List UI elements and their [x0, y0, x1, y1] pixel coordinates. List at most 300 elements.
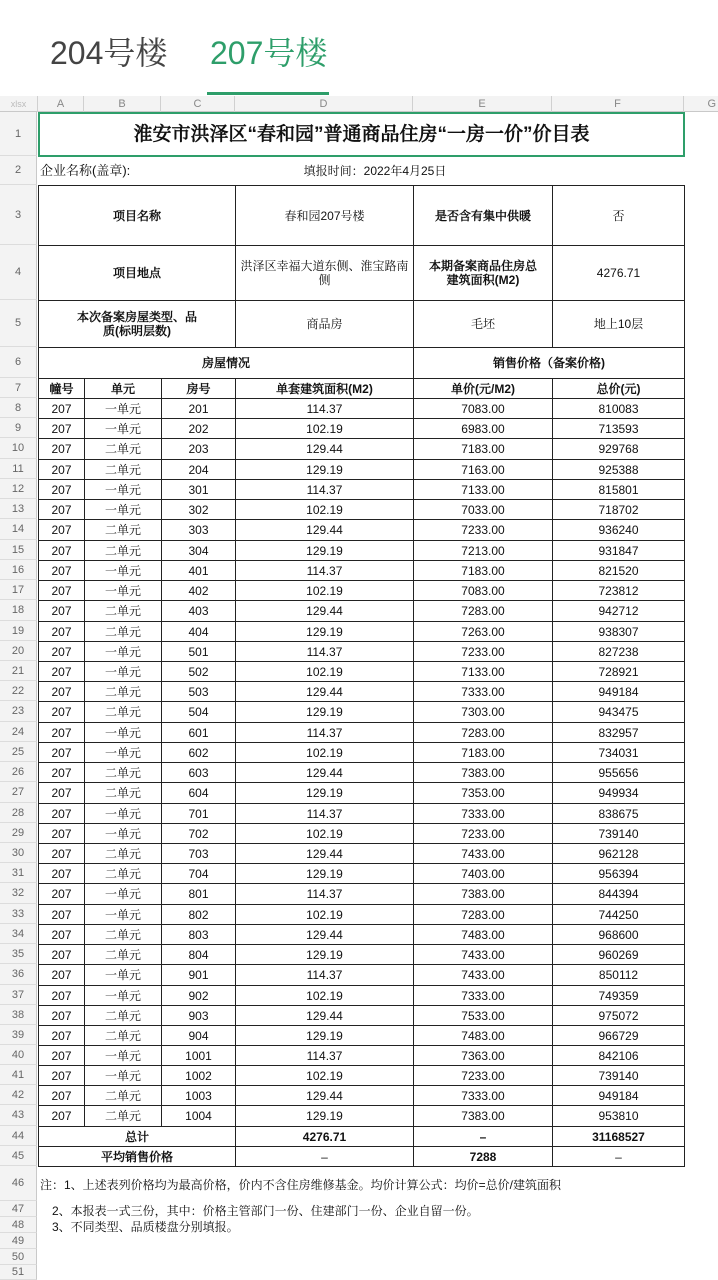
table-cell[interactable]: 1004	[161, 1105, 236, 1127]
table-cell[interactable]: 739140	[552, 1065, 685, 1086]
row-header[interactable]: 39	[0, 1025, 37, 1045]
row-header[interactable]: 27	[0, 782, 37, 803]
table-cell[interactable]: 7483.00	[413, 1025, 553, 1046]
table-cell[interactable]: 一单元	[84, 823, 162, 844]
table-cell[interactable]: 114.37	[235, 803, 414, 824]
table-cell[interactable]: 1003	[161, 1085, 236, 1106]
table-cell[interactable]: 821520	[552, 560, 685, 581]
table-cell[interactable]: 7333.00	[413, 1085, 553, 1106]
table-cell[interactable]: 207	[38, 621, 85, 642]
table-cell[interactable]: 201	[161, 398, 236, 419]
table-cell[interactable]: 102.19	[235, 580, 414, 601]
row-header[interactable]: 33	[0, 904, 37, 924]
table-cell[interactable]: 二单元	[84, 701, 162, 723]
table-cell[interactable]: 810083	[552, 398, 685, 419]
table-cell[interactable]: 129.44	[235, 1085, 414, 1106]
row-header[interactable]: 40	[0, 1045, 37, 1065]
table-cell[interactable]: 7353.00	[413, 782, 553, 804]
table-cell[interactable]: 一单元	[84, 580, 162, 601]
table-cell[interactable]: 114.37	[235, 964, 414, 986]
row-header[interactable]: 50	[0, 1249, 37, 1265]
table-cell[interactable]: 129.19	[235, 944, 414, 965]
table-cell[interactable]: 二单元	[84, 843, 162, 864]
table-cell[interactable]: 207	[38, 1005, 85, 1026]
type-value[interactable]: 商品房	[235, 300, 414, 348]
table-cell[interactable]: 二单元	[84, 1025, 162, 1046]
row-header[interactable]: 49	[0, 1233, 37, 1249]
table-cell[interactable]: 207	[38, 762, 85, 783]
column-label[interactable]: 总价(元)	[552, 378, 685, 399]
table-cell[interactable]: 207	[38, 580, 85, 601]
floors-value[interactable]: 地上10层	[552, 300, 685, 348]
table-cell[interactable]: 129.19	[235, 701, 414, 723]
column-header-d[interactable]: D	[235, 96, 413, 112]
table-cell[interactable]: 二单元	[84, 863, 162, 884]
row-header[interactable]: 44	[0, 1126, 37, 1146]
table-cell[interactable]: 207	[38, 803, 85, 824]
total-label[interactable]: 总计	[38, 1126, 236, 1147]
table-cell[interactable]: 二单元	[84, 600, 162, 622]
table-cell[interactable]: 842106	[552, 1045, 685, 1066]
column-header-f[interactable]: F	[552, 96, 684, 112]
table-cell[interactable]: 1001	[161, 1045, 236, 1066]
table-cell[interactable]: 207	[38, 1045, 85, 1066]
table-cell[interactable]: 207	[38, 459, 85, 480]
row-header[interactable]: 18	[0, 600, 37, 621]
table-cell[interactable]: 802	[161, 904, 236, 925]
table-cell[interactable]: 943475	[552, 701, 685, 723]
table-cell[interactable]: 827238	[552, 641, 685, 662]
table-cell[interactable]: 7083.00	[413, 580, 553, 601]
table-cell[interactable]: 207	[38, 1085, 85, 1106]
table-cell[interactable]: 二单元	[84, 540, 162, 561]
row-header[interactable]: 34	[0, 924, 37, 944]
row-header[interactable]: 45	[0, 1146, 37, 1166]
table-cell[interactable]: 968600	[552, 924, 685, 945]
table-cell[interactable]: 7233.00	[413, 1065, 553, 1086]
table-cell[interactable]: 129.44	[235, 519, 414, 541]
table-cell[interactable]: 129.44	[235, 600, 414, 622]
table-cell[interactable]: 114.37	[235, 1045, 414, 1066]
table-cell[interactable]: 960269	[552, 944, 685, 965]
column-header-g[interactable]: G	[707, 98, 716, 110]
tab-207[interactable]: 207号楼	[210, 35, 328, 71]
total-area[interactable]: 4276.71	[235, 1126, 414, 1147]
avg-price[interactable]: 7288	[413, 1146, 553, 1167]
table-cell[interactable]: 207	[38, 661, 85, 682]
table-cell[interactable]: 703	[161, 843, 236, 864]
row-header[interactable]: 9	[0, 418, 37, 438]
table-cell[interactable]: 601	[161, 722, 236, 743]
row-header[interactable]: 15	[0, 540, 37, 560]
table-cell[interactable]: 7213.00	[413, 540, 553, 561]
table-cell[interactable]: 129.44	[235, 681, 414, 702]
table-cell[interactable]: 129.19	[235, 782, 414, 804]
row-header[interactable]: 48	[0, 1217, 37, 1233]
table-cell[interactable]: 207	[38, 540, 85, 561]
table-cell[interactable]: 803	[161, 924, 236, 945]
table-cell[interactable]: 904	[161, 1025, 236, 1046]
table-cell[interactable]: 129.44	[235, 1005, 414, 1026]
table-cell[interactable]: 207	[38, 964, 85, 986]
column-label[interactable]: 单元	[84, 378, 162, 399]
column-header-b[interactable]: B	[84, 96, 161, 112]
table-cell[interactable]: 603	[161, 762, 236, 783]
row-header[interactable]: 29	[0, 823, 37, 843]
table-cell[interactable]: 7363.00	[413, 1045, 553, 1066]
type-label[interactable]: 本次备案房屋类型、品质(标明层数)	[38, 300, 236, 348]
table-cell[interactable]: 7283.00	[413, 722, 553, 743]
area-label[interactable]: 本期备案商品住房总建筑面积(M2)	[413, 245, 553, 301]
row-header[interactable]: 20	[0, 641, 37, 661]
area-value[interactable]: 4276.71	[552, 245, 685, 301]
table-cell[interactable]: 一单元	[84, 661, 162, 682]
table-cell[interactable]: 207	[38, 742, 85, 763]
row-header[interactable]: 7	[0, 378, 37, 398]
avg-dash-1[interactable]: –	[235, 1146, 414, 1167]
table-cell[interactable]: 一单元	[84, 985, 162, 1006]
heating-value[interactable]: 否	[552, 185, 685, 246]
row-header[interactable]: 22	[0, 681, 37, 701]
table-cell[interactable]: 953810	[552, 1105, 685, 1127]
table-cell[interactable]: 一单元	[84, 560, 162, 581]
row-header[interactable]: 17	[0, 580, 37, 600]
table-cell[interactable]: 一单元	[84, 418, 162, 439]
table-cell[interactable]: 6983.00	[413, 418, 553, 439]
table-cell[interactable]: 7383.00	[413, 883, 553, 905]
table-cell[interactable]: 301	[161, 479, 236, 500]
table-cell[interactable]: 7233.00	[413, 641, 553, 662]
table-cell[interactable]: 962128	[552, 843, 685, 864]
table-cell[interactable]: 102.19	[235, 742, 414, 763]
table-cell[interactable]: 207	[38, 701, 85, 723]
table-cell[interactable]: 7383.00	[413, 762, 553, 783]
table-cell[interactable]: 129.19	[235, 621, 414, 642]
table-cell[interactable]: 7303.00	[413, 701, 553, 723]
table-cell[interactable]: 403	[161, 600, 236, 622]
table-cell[interactable]: 502	[161, 661, 236, 682]
location-label[interactable]: 项目地点	[38, 245, 236, 301]
table-cell[interactable]: 604	[161, 782, 236, 804]
table-cell[interactable]: 一单元	[84, 803, 162, 824]
table-cell[interactable]: 7263.00	[413, 621, 553, 642]
table-cell[interactable]: 102.19	[235, 823, 414, 844]
table-cell[interactable]: 401	[161, 560, 236, 581]
table-cell[interactable]: 7283.00	[413, 904, 553, 925]
tab-204[interactable]: 204号楼	[50, 35, 168, 71]
avg-dash-2[interactable]: –	[552, 1146, 685, 1167]
table-cell[interactable]: 602	[161, 742, 236, 763]
table-cell[interactable]: 7133.00	[413, 661, 553, 682]
row-header[interactable]: 8	[0, 398, 37, 418]
row-header[interactable]: 19	[0, 621, 37, 641]
row-header[interactable]: 26	[0, 762, 37, 782]
table-cell[interactable]: 129.44	[235, 843, 414, 864]
table-cell[interactable]: 956394	[552, 863, 685, 884]
table-cell[interactable]: 7083.00	[413, 398, 553, 419]
row-header[interactable]: 28	[0, 803, 37, 823]
table-cell[interactable]: 7333.00	[413, 803, 553, 824]
table-cell[interactable]: 975072	[552, 1005, 685, 1026]
table-cell[interactable]: 114.37	[235, 398, 414, 419]
table-cell[interactable]: 7233.00	[413, 519, 553, 541]
table-cell[interactable]: 102.19	[235, 985, 414, 1006]
table-cell[interactable]: 207	[38, 560, 85, 581]
table-cell[interactable]: 二单元	[84, 621, 162, 642]
row-header[interactable]: 42	[0, 1085, 37, 1105]
row-header[interactable]: 35	[0, 944, 37, 964]
table-cell[interactable]: 二单元	[84, 681, 162, 702]
table-cell[interactable]: 815801	[552, 479, 685, 500]
table-cell[interactable]: 207	[38, 681, 85, 702]
row-header[interactable]: 25	[0, 742, 37, 762]
row-header[interactable]: 51	[0, 1265, 37, 1280]
table-cell[interactable]: 一单元	[84, 964, 162, 986]
table-cell[interactable]: 7183.00	[413, 438, 553, 460]
row-header[interactable]: 37	[0, 985, 37, 1005]
table-cell[interactable]: 二单元	[84, 762, 162, 783]
table-cell[interactable]: 一单元	[84, 1045, 162, 1066]
table-cell[interactable]: 942712	[552, 600, 685, 622]
table-cell[interactable]: 129.19	[235, 863, 414, 884]
row-header[interactable]: 30	[0, 843, 37, 863]
table-cell[interactable]: 832957	[552, 722, 685, 743]
table-cell[interactable]: 931847	[552, 540, 685, 561]
table-cell[interactable]: 二单元	[84, 944, 162, 965]
table-cell[interactable]: 207	[38, 499, 85, 520]
table-cell[interactable]: 844394	[552, 883, 685, 905]
table-cell[interactable]: 207	[38, 843, 85, 864]
total-dash[interactable]: –	[413, 1126, 553, 1147]
row-header[interactable]: 12	[0, 479, 37, 499]
table-cell[interactable]: 7433.00	[413, 944, 553, 965]
table-cell[interactable]: 一单元	[84, 479, 162, 500]
row-header[interactable]: 10	[0, 438, 37, 459]
table-cell[interactable]: 129.44	[235, 762, 414, 783]
table-cell[interactable]: 102.19	[235, 418, 414, 439]
table-cell[interactable]: 744250	[552, 904, 685, 925]
location-value[interactable]: 洪泽区幸福大道东侧、淮宝路南侧	[235, 245, 414, 301]
column-label[interactable]: 房号	[161, 378, 236, 399]
table-cell[interactable]: 207	[38, 418, 85, 439]
table-cell[interactable]: 129.19	[235, 540, 414, 561]
table-cell[interactable]: 102.19	[235, 1065, 414, 1086]
table-cell[interactable]: 207	[38, 944, 85, 965]
table-cell[interactable]: 102.19	[235, 661, 414, 682]
table-cell[interactable]: 一单元	[84, 904, 162, 925]
table-cell[interactable]: 949184	[552, 1085, 685, 1106]
table-cell[interactable]: 902	[161, 985, 236, 1006]
table-cell[interactable]: 7283.00	[413, 600, 553, 622]
table-cell[interactable]: 7403.00	[413, 863, 553, 884]
table-cell[interactable]: 7233.00	[413, 823, 553, 844]
table-cell[interactable]: 二单元	[84, 782, 162, 804]
house-info-label[interactable]: 房屋情况	[38, 347, 414, 379]
table-cell[interactable]: 949934	[552, 782, 685, 804]
column-label[interactable]: 幢号	[38, 378, 85, 399]
table-cell[interactable]: 一单元	[84, 499, 162, 520]
table-cell[interactable]: 7533.00	[413, 1005, 553, 1026]
table-cell[interactable]: 207	[38, 519, 85, 541]
table-cell[interactable]: 901	[161, 964, 236, 986]
table-cell[interactable]: 966729	[552, 1025, 685, 1046]
price-label[interactable]: 销售价格（备案价格)	[413, 347, 685, 379]
table-cell[interactable]: 704	[161, 863, 236, 884]
table-cell[interactable]: 一单元	[84, 883, 162, 905]
table-cell[interactable]: 801	[161, 883, 236, 905]
row-header[interactable]: 14	[0, 519, 37, 540]
table-cell[interactable]: 903	[161, 1005, 236, 1026]
table-cell[interactable]: 129.19	[235, 1105, 414, 1127]
table-cell[interactable]: 114.37	[235, 479, 414, 500]
table-cell[interactable]: 102.19	[235, 904, 414, 925]
table-cell[interactable]: 102.19	[235, 499, 414, 520]
table-cell[interactable]: 504	[161, 701, 236, 723]
table-cell[interactable]: 7183.00	[413, 742, 553, 763]
table-cell[interactable]: 129.44	[235, 924, 414, 945]
table-cell[interactable]: 949184	[552, 681, 685, 702]
table-cell[interactable]: 955656	[552, 762, 685, 783]
row-header[interactable]: 36	[0, 964, 37, 985]
row-header[interactable]: 23	[0, 701, 37, 722]
table-cell[interactable]: 114.37	[235, 560, 414, 581]
table-cell[interactable]: 一单元	[84, 641, 162, 662]
table-cell[interactable]: 7433.00	[413, 843, 553, 864]
table-cell[interactable]: 7033.00	[413, 499, 553, 520]
table-cell[interactable]: 701	[161, 803, 236, 824]
table-cell[interactable]: 207	[38, 479, 85, 500]
row-header[interactable]: 5	[0, 300, 37, 347]
row-header[interactable]: 47	[0, 1201, 37, 1217]
table-cell[interactable]: 207	[38, 398, 85, 419]
row-header[interactable]: 11	[0, 459, 37, 479]
table-cell[interactable]: 207	[38, 904, 85, 925]
table-cell[interactable]: 207	[38, 823, 85, 844]
table-cell[interactable]: 202	[161, 418, 236, 439]
table-cell[interactable]: 二单元	[84, 459, 162, 480]
table-cell[interactable]: 207	[38, 1105, 85, 1127]
column-label[interactable]: 单价(元/M2)	[413, 378, 553, 399]
row-header[interactable]: 43	[0, 1105, 37, 1126]
table-cell[interactable]: 929768	[552, 438, 685, 460]
table-cell[interactable]: 一单元	[84, 398, 162, 419]
row-header[interactable]: 21	[0, 661, 37, 681]
table-cell[interactable]: 7133.00	[413, 479, 553, 500]
table-cell[interactable]: 二单元	[84, 1085, 162, 1106]
row-header[interactable]: 2	[0, 156, 37, 185]
table-cell[interactable]: 402	[161, 580, 236, 601]
fill-time[interactable]: 填报时间：2022年4月25日	[303, 164, 447, 178]
table-cell[interactable]: 二单元	[84, 924, 162, 945]
row-header[interactable]: 1	[0, 112, 37, 156]
table-cell[interactable]: 7333.00	[413, 985, 553, 1006]
table-cell[interactable]: 二单元	[84, 1105, 162, 1127]
table-cell[interactable]: 一单元	[84, 742, 162, 763]
table-cell[interactable]: 207	[38, 1065, 85, 1086]
row-header[interactable]: 31	[0, 863, 37, 883]
row-header[interactable]: 16	[0, 560, 37, 580]
company-label[interactable]: 企业名称(盖章):	[40, 163, 131, 178]
column-label[interactable]: 单套建筑面积(M2)	[235, 378, 414, 399]
table-cell[interactable]: 7383.00	[413, 1105, 553, 1127]
table-cell[interactable]: 404	[161, 621, 236, 642]
table-cell[interactable]: 207	[38, 985, 85, 1006]
column-header-e[interactable]: E	[413, 96, 552, 112]
row-header[interactable]: 41	[0, 1065, 37, 1085]
table-cell[interactable]: 二单元	[84, 438, 162, 460]
table-cell[interactable]: 723812	[552, 580, 685, 601]
row-header[interactable]: 24	[0, 722, 37, 742]
sheet-title[interactable]: 淮安市洪泽区“春和园”普通商品住房“一房一价”价目表	[38, 112, 685, 157]
table-cell[interactable]: 1002	[161, 1065, 236, 1086]
table-cell[interactable]: 二单元	[84, 1005, 162, 1026]
table-cell[interactable]: 207	[38, 438, 85, 460]
table-cell[interactable]: 207	[38, 924, 85, 945]
table-cell[interactable]: 718702	[552, 499, 685, 520]
row-header[interactable]: 6	[0, 347, 37, 378]
table-cell[interactable]: 203	[161, 438, 236, 460]
table-cell[interactable]: 129.19	[235, 1025, 414, 1046]
table-cell[interactable]: 一单元	[84, 722, 162, 743]
table-cell[interactable]: 302	[161, 499, 236, 520]
table-cell[interactable]: 207	[38, 883, 85, 905]
table-cell[interactable]: 925388	[552, 459, 685, 480]
table-cell[interactable]: 734031	[552, 742, 685, 763]
table-cell[interactable]: 114.37	[235, 641, 414, 662]
corner-cell[interactable]: xlsx	[0, 96, 38, 112]
row-header[interactable]: 4	[0, 245, 37, 300]
table-cell[interactable]: 303	[161, 519, 236, 541]
table-cell[interactable]: 838675	[552, 803, 685, 824]
project-name-value[interactable]: 春和园207号楼	[235, 185, 414, 246]
table-cell[interactable]: 7483.00	[413, 924, 553, 945]
table-cell[interactable]: 850112	[552, 964, 685, 986]
row-header[interactable]: 46	[0, 1166, 37, 1201]
table-cell[interactable]: 7163.00	[413, 459, 553, 480]
table-cell[interactable]: 二单元	[84, 519, 162, 541]
table-cell[interactable]: 7183.00	[413, 560, 553, 581]
row-header[interactable]: 32	[0, 883, 37, 904]
table-cell[interactable]: 501	[161, 641, 236, 662]
project-name-label[interactable]: 项目名称	[38, 185, 236, 246]
table-cell[interactable]: 503	[161, 681, 236, 702]
table-cell[interactable]: 207	[38, 722, 85, 743]
table-cell[interactable]: 713593	[552, 418, 685, 439]
heating-label[interactable]: 是否含有集中供暖	[413, 185, 553, 246]
table-cell[interactable]: 114.37	[235, 883, 414, 905]
table-cell[interactable]: 749359	[552, 985, 685, 1006]
table-cell[interactable]: 207	[38, 782, 85, 804]
table-cell[interactable]: 739140	[552, 823, 685, 844]
avg-label[interactable]: 平均销售价格	[38, 1146, 236, 1167]
table-cell[interactable]: 938307	[552, 621, 685, 642]
table-cell[interactable]: 207	[38, 600, 85, 622]
row-header[interactable]: 13	[0, 499, 37, 519]
table-cell[interactable]: 804	[161, 944, 236, 965]
quality-value[interactable]: 毛坯	[413, 300, 553, 348]
table-cell[interactable]: 一单元	[84, 1065, 162, 1086]
table-cell[interactable]: 702	[161, 823, 236, 844]
table-cell[interactable]: 129.19	[235, 459, 414, 480]
row-header[interactable]: 3	[0, 185, 37, 245]
table-cell[interactable]: 728921	[552, 661, 685, 682]
table-cell[interactable]: 7433.00	[413, 964, 553, 986]
table-cell[interactable]: 304	[161, 540, 236, 561]
table-cell[interactable]: 207	[38, 641, 85, 662]
total-price[interactable]: 31168527	[552, 1126, 685, 1147]
table-cell[interactable]: 936240	[552, 519, 685, 541]
table-cell[interactable]: 204	[161, 459, 236, 480]
